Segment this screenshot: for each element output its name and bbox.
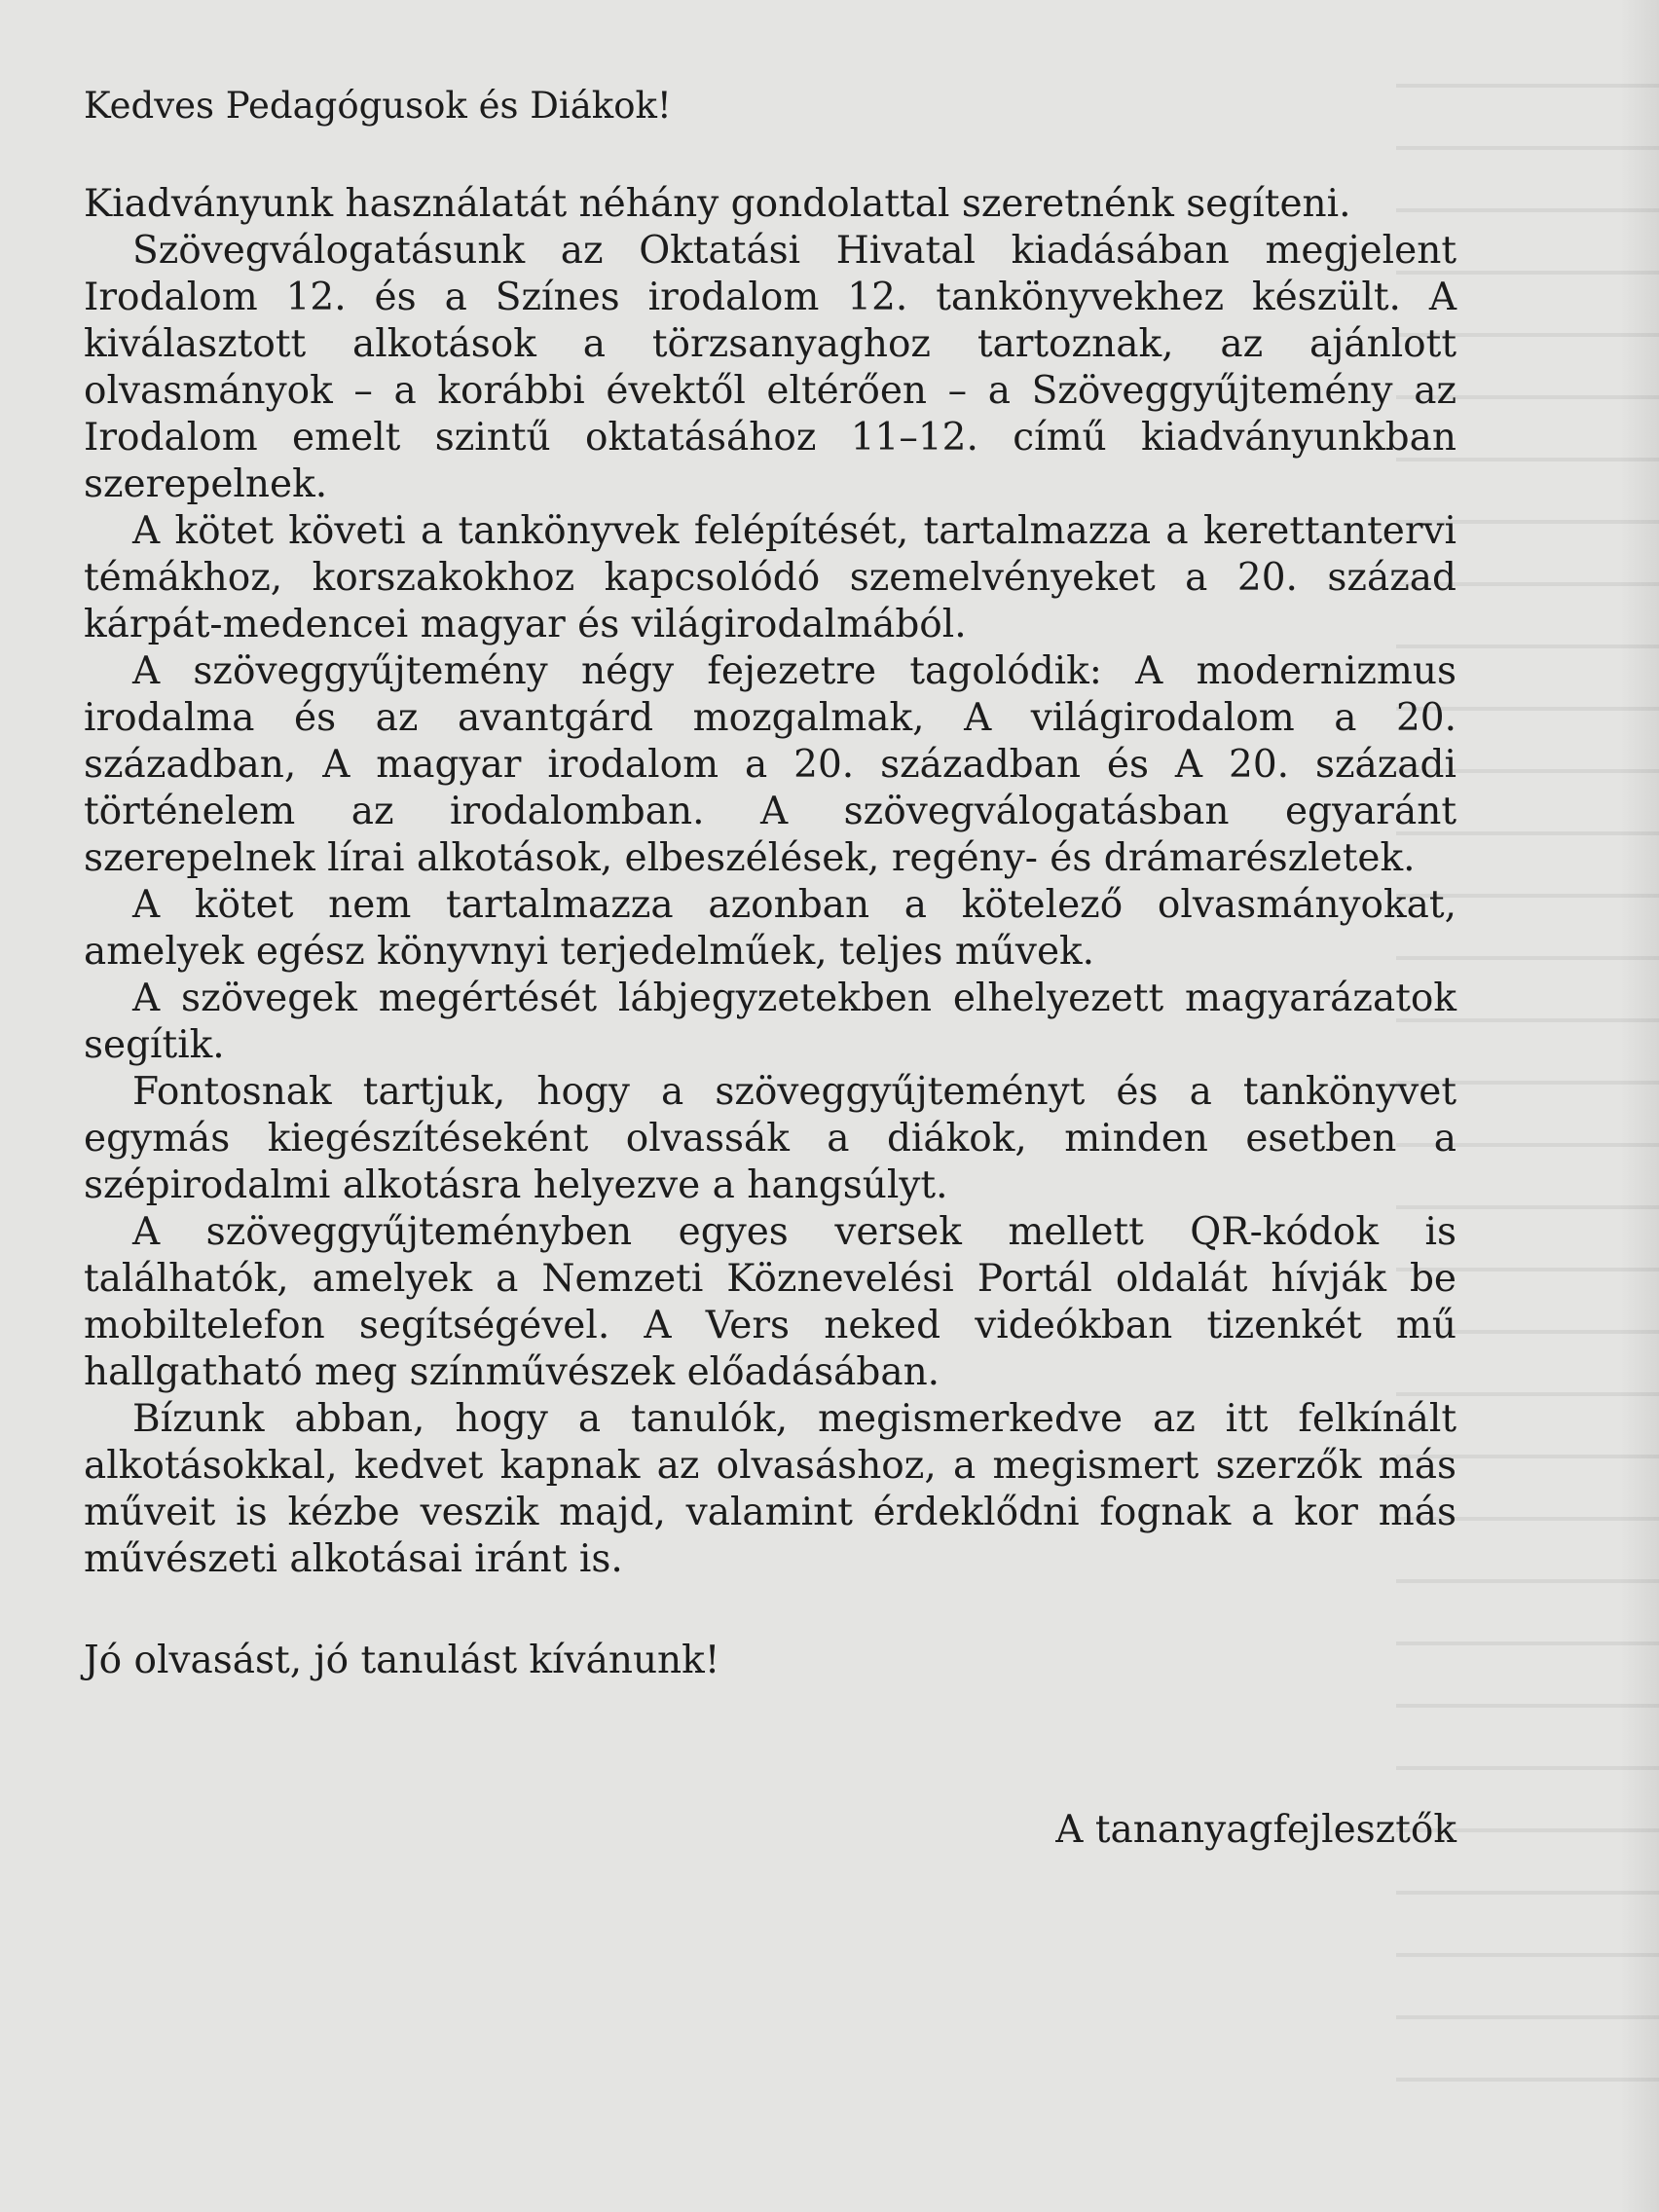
letter-heading: Kedves Pedagógusok és Diákok! [84, 85, 672, 127]
paragraph-mandatory-readings: A kötet nem tartalmazza azonban a kötelező olvasmányokat, amelyek egész könyvnyi terjedelműek, teljes művek. [84, 883, 1456, 974]
paragraph-structure: A kötet követi a tankönyvek felépítését, tartalmazza a kerettantervi témákhoz, korszakokhoz kapcsolódó szemelvényeket a 20. század kárpát-medencei magyar és világirodalmából. [84, 509, 1456, 646]
letter [84, 82, 1456, 1854]
paragraph-footnotes: A szövegek megértését lábjegyzetekben elhelyezett magyarázatok segítik. [84, 977, 1456, 1067]
letter-intro: Kiadványunk használatát néhány gondolattal szeretnénk segíteni. [84, 182, 1351, 226]
paragraph-qr-codes: A szöveggyűjteményben egyes versek mellett QR-kódok is találhatók, amelyek a Nemzeti Köznevelési Portál oldalát hívják be mobiltelefon segítségével. A Vers neked videókban tizenkét mű hallgatható meg színművészek előadásában. [84, 1210, 1456, 1394]
letter-closing: Jó olvasást, jó tanulást kívánunk! [84, 1639, 720, 1682]
paragraph-hope: Bízunk abban, hogy a tanulók, megismerkedve az itt felkínált alkotásokkal, kedvet kapnak az olvasáshoz, a megismert szerzők más műveit is kézbe veszik majd, valamint érdeklődni fognak a kor más művészeti alkotásai iránt is. [84, 1397, 1456, 1581]
paragraph-chapters: A szöveggyűjtemény négy fejezetre tagolódik: A modernizmus irodalma és az avantgárd mozgalmak, A világirodalom a 20. században, A magyar irodalom a 20. században és A 20. századi történelem az irodalomban. A szövegválogatásban egyaránt szerepelnek lírai alkotások, elbeszélések, regény- és drámarészletek. [84, 649, 1456, 880]
letter-signature: A tananyagfejlesztők [1055, 1808, 1456, 1852]
paragraph-complement: Fontosnak tartjuk, hogy a szöveggyűjteményt és a tankönyvet egymás kiegészítéseként olvassák a diákok, minden esetben a szépirodalmi alkotásra helyezve a hangsúlyt. [84, 1070, 1456, 1207]
paragraph-textbooks: Szövegválogatásunk az Oktatási Hivatal kiadásában megjelent Irodalom 12. és a Színes irodalom 12. tankönyvekhez készült. A kiválasztott alkotások a törzsanyaghoz tartoznak, az ajánlott olvasmányok – a korábbi évektől eltérően – a Szöveggyűjtemény az Irodalom emelt szintű oktatásához 11–12. című kiadványunkban szerepelnek. [84, 229, 1456, 506]
